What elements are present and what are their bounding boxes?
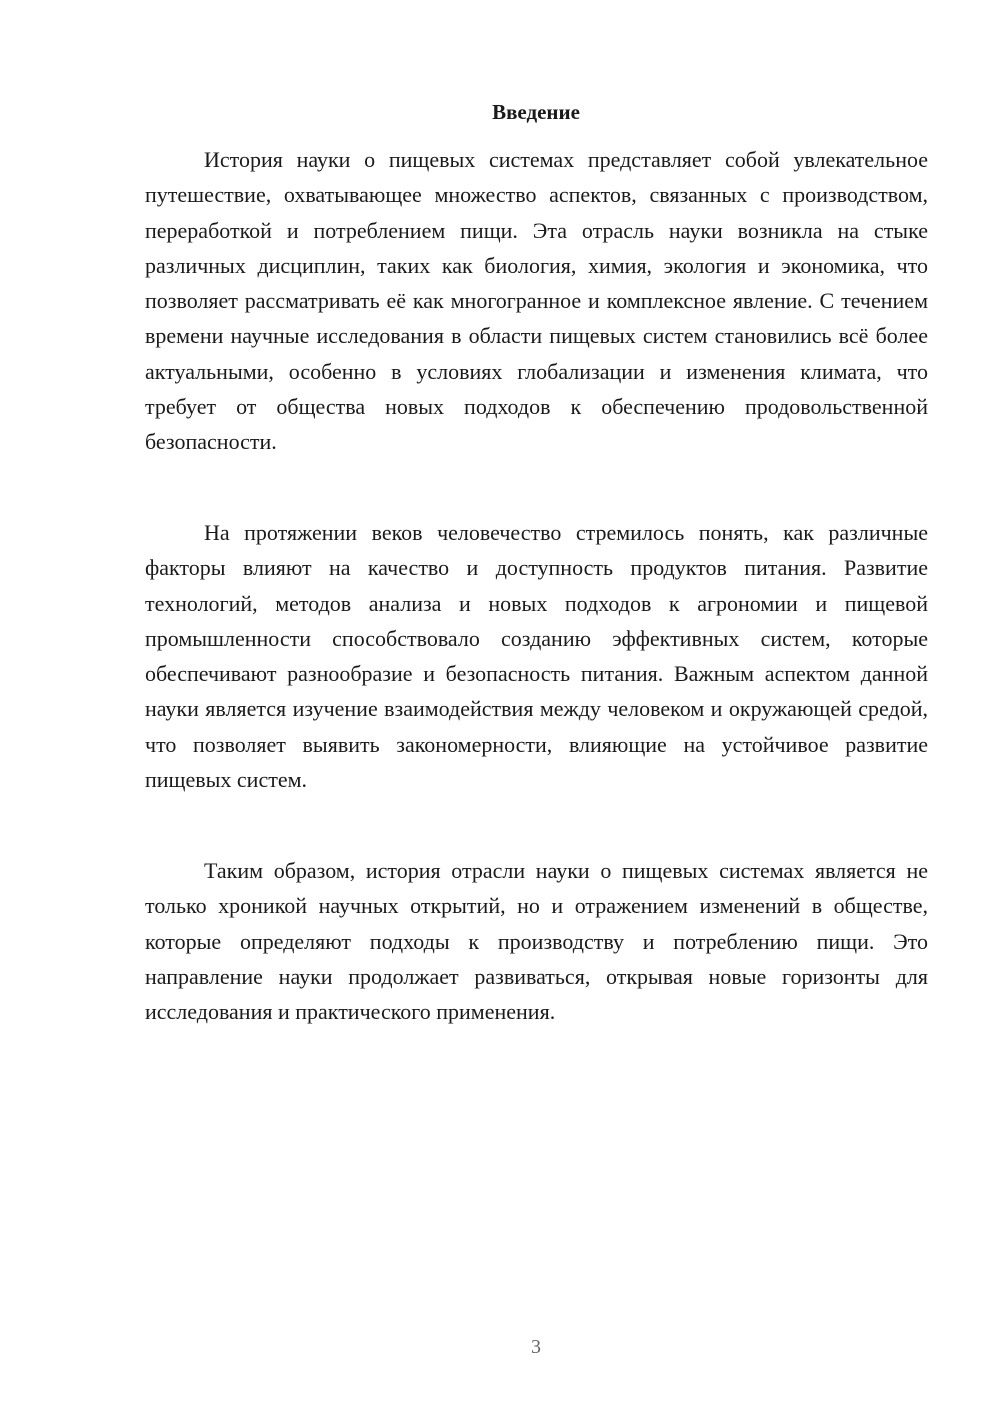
section-title: Введение [492, 100, 580, 124]
paragraph: Таким образом, история отрасли науки о пищевых системах является не только хроникой научных открытий, но и отражением изменений в обществе, которые определяют подходы к производству и потреблению пищи. Это направление науки продолжает развиваться, открывая новые горизонты для исследования и практического применения. [145, 858, 928, 1025]
paragraph-3-block [145, 853, 928, 1029]
paragraph-2-block [145, 515, 928, 797]
page-number: 3 [531, 1336, 541, 1358]
paragraph-1-block [145, 142, 928, 460]
paragraph: История науки о пищевых системах представляет собой увлекательное путешествие, охватывающее множество аспектов, связанных с производством, переработкой и потреблением пищи. Эта отрасль науки возникла на стыке различных дисциплин, таких как биология, химия, экология и экономика, что позволяет рассматривать её как многогранное и комплексное явление. С течением времени научные исследования в области пищевых систем становились всё более актуальными, особенно в условиях глобализации и изменения климата, что требует от общества новых подходов к обеспечению продовольственной безопасности. [145, 147, 928, 455]
paragraph: На протяжении веков человечество стремилось понять, как различные факторы влияют на качество и доступность продуктов питания. Развитие технологий, методов анализа и новых подходов к агрономии и пищевой промышленности способствовало созданию эффективных систем, которые обеспечивают разнообразие и безопасность питания. Важным аспектом данной науки является изучение взаимодействия между человеком и окружающей средой, что позволяет выявить закономерности, влияющие на устойчивое развитие пищевых систем. [145, 520, 928, 793]
